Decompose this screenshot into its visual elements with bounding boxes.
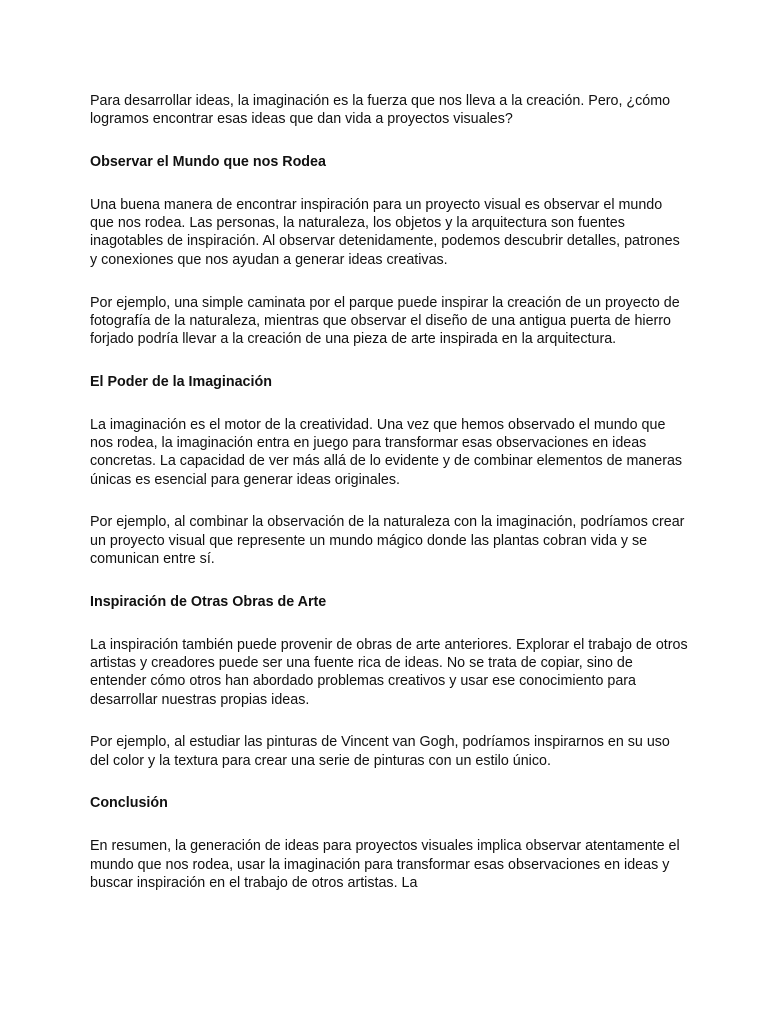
- section-heading-inspiracion: Inspiración de Otras Obras de Arte: [90, 593, 327, 610]
- section-heading-conclusion: Conclusión: [90, 795, 168, 812]
- section-inspiracion-paragraph-2: Por ejemplo, al estudiar las pinturas de Vincent van Gogh, podríamos inspirarnos en su uso del color y la textura para crear una serie de pinturas con un estilo único.: [90, 734, 670, 769]
- section-observar-paragraph-1: Una buena manera de encontrar inspiración para un proyecto visual es observar el mundo que nos rodea. Las personas, la naturaleza, los objetos y la arquitectura son fuentes inagotables de inspiración. Al observar detenidamente, podemos descubrir detalles, patrones y conexiones que nos ayudan a generar ideas creativas.: [90, 196, 680, 268]
- section-heading-observar: Observar el Mundo que nos Rodea: [90, 154, 326, 171]
- section-conclusion-paragraph-1: En resumen, la generación de ideas para proyectos visuales implica observar atentamente el mundo que nos rodea, usar la imaginación para transformar esas observaciones en ideas y buscar inspiración en el trabajo de otros artistas. La: [90, 838, 680, 891]
- document-page: [90, 92, 690, 917]
- section-imaginacion-paragraph-1: La imaginación es el motor de la creatividad. Una vez que hemos observado el mundo que nos rodea, la imaginación entra en juego para transformar esas observaciones en ideas concretas. La capacidad de ver más allá de lo evidente y de combinar elementos de maneras únicas es esencial para generar ideas originales.: [90, 416, 683, 488]
- section-heading-imaginacion: El Poder de la Imaginación: [90, 373, 272, 390]
- section-imaginacion-paragraph-2: Por ejemplo, al combinar la observación de la naturaleza con la imaginación, podríamos crear un proyecto visual que represente un mundo mágico donde las plantas cobran vida y se comunican entre sí.: [90, 514, 685, 568]
- section-observar-paragraph-2: Por ejemplo, una simple caminata por el parque puede inspirar la creación de un proyecto de fotografía de la naturaleza, mientras que observar el diseño de una antigua puerta de hierro forjado podría llevar a la creación de una pieza de arte inspirada en la arquitectura.: [90, 294, 680, 348]
- intro-paragraph: Para desarrollar ideas, la imaginación es la fuerza que nos lleva a la creación. Pero, ¿cómo logramos encontrar esas ideas que dan vida a proyectos visuales?: [90, 93, 671, 128]
- section-inspiracion-paragraph-1: La inspiración también puede provenir de obras de arte anteriores. Explorar el trabajo de otros artistas y creadores puede ser una fuente rica de ideas. No se trata de copiar, sino de entender cómo otros han abordado problemas creativos y usar ese conocimiento para desarrollar nuestras propias ideas.: [90, 636, 688, 708]
